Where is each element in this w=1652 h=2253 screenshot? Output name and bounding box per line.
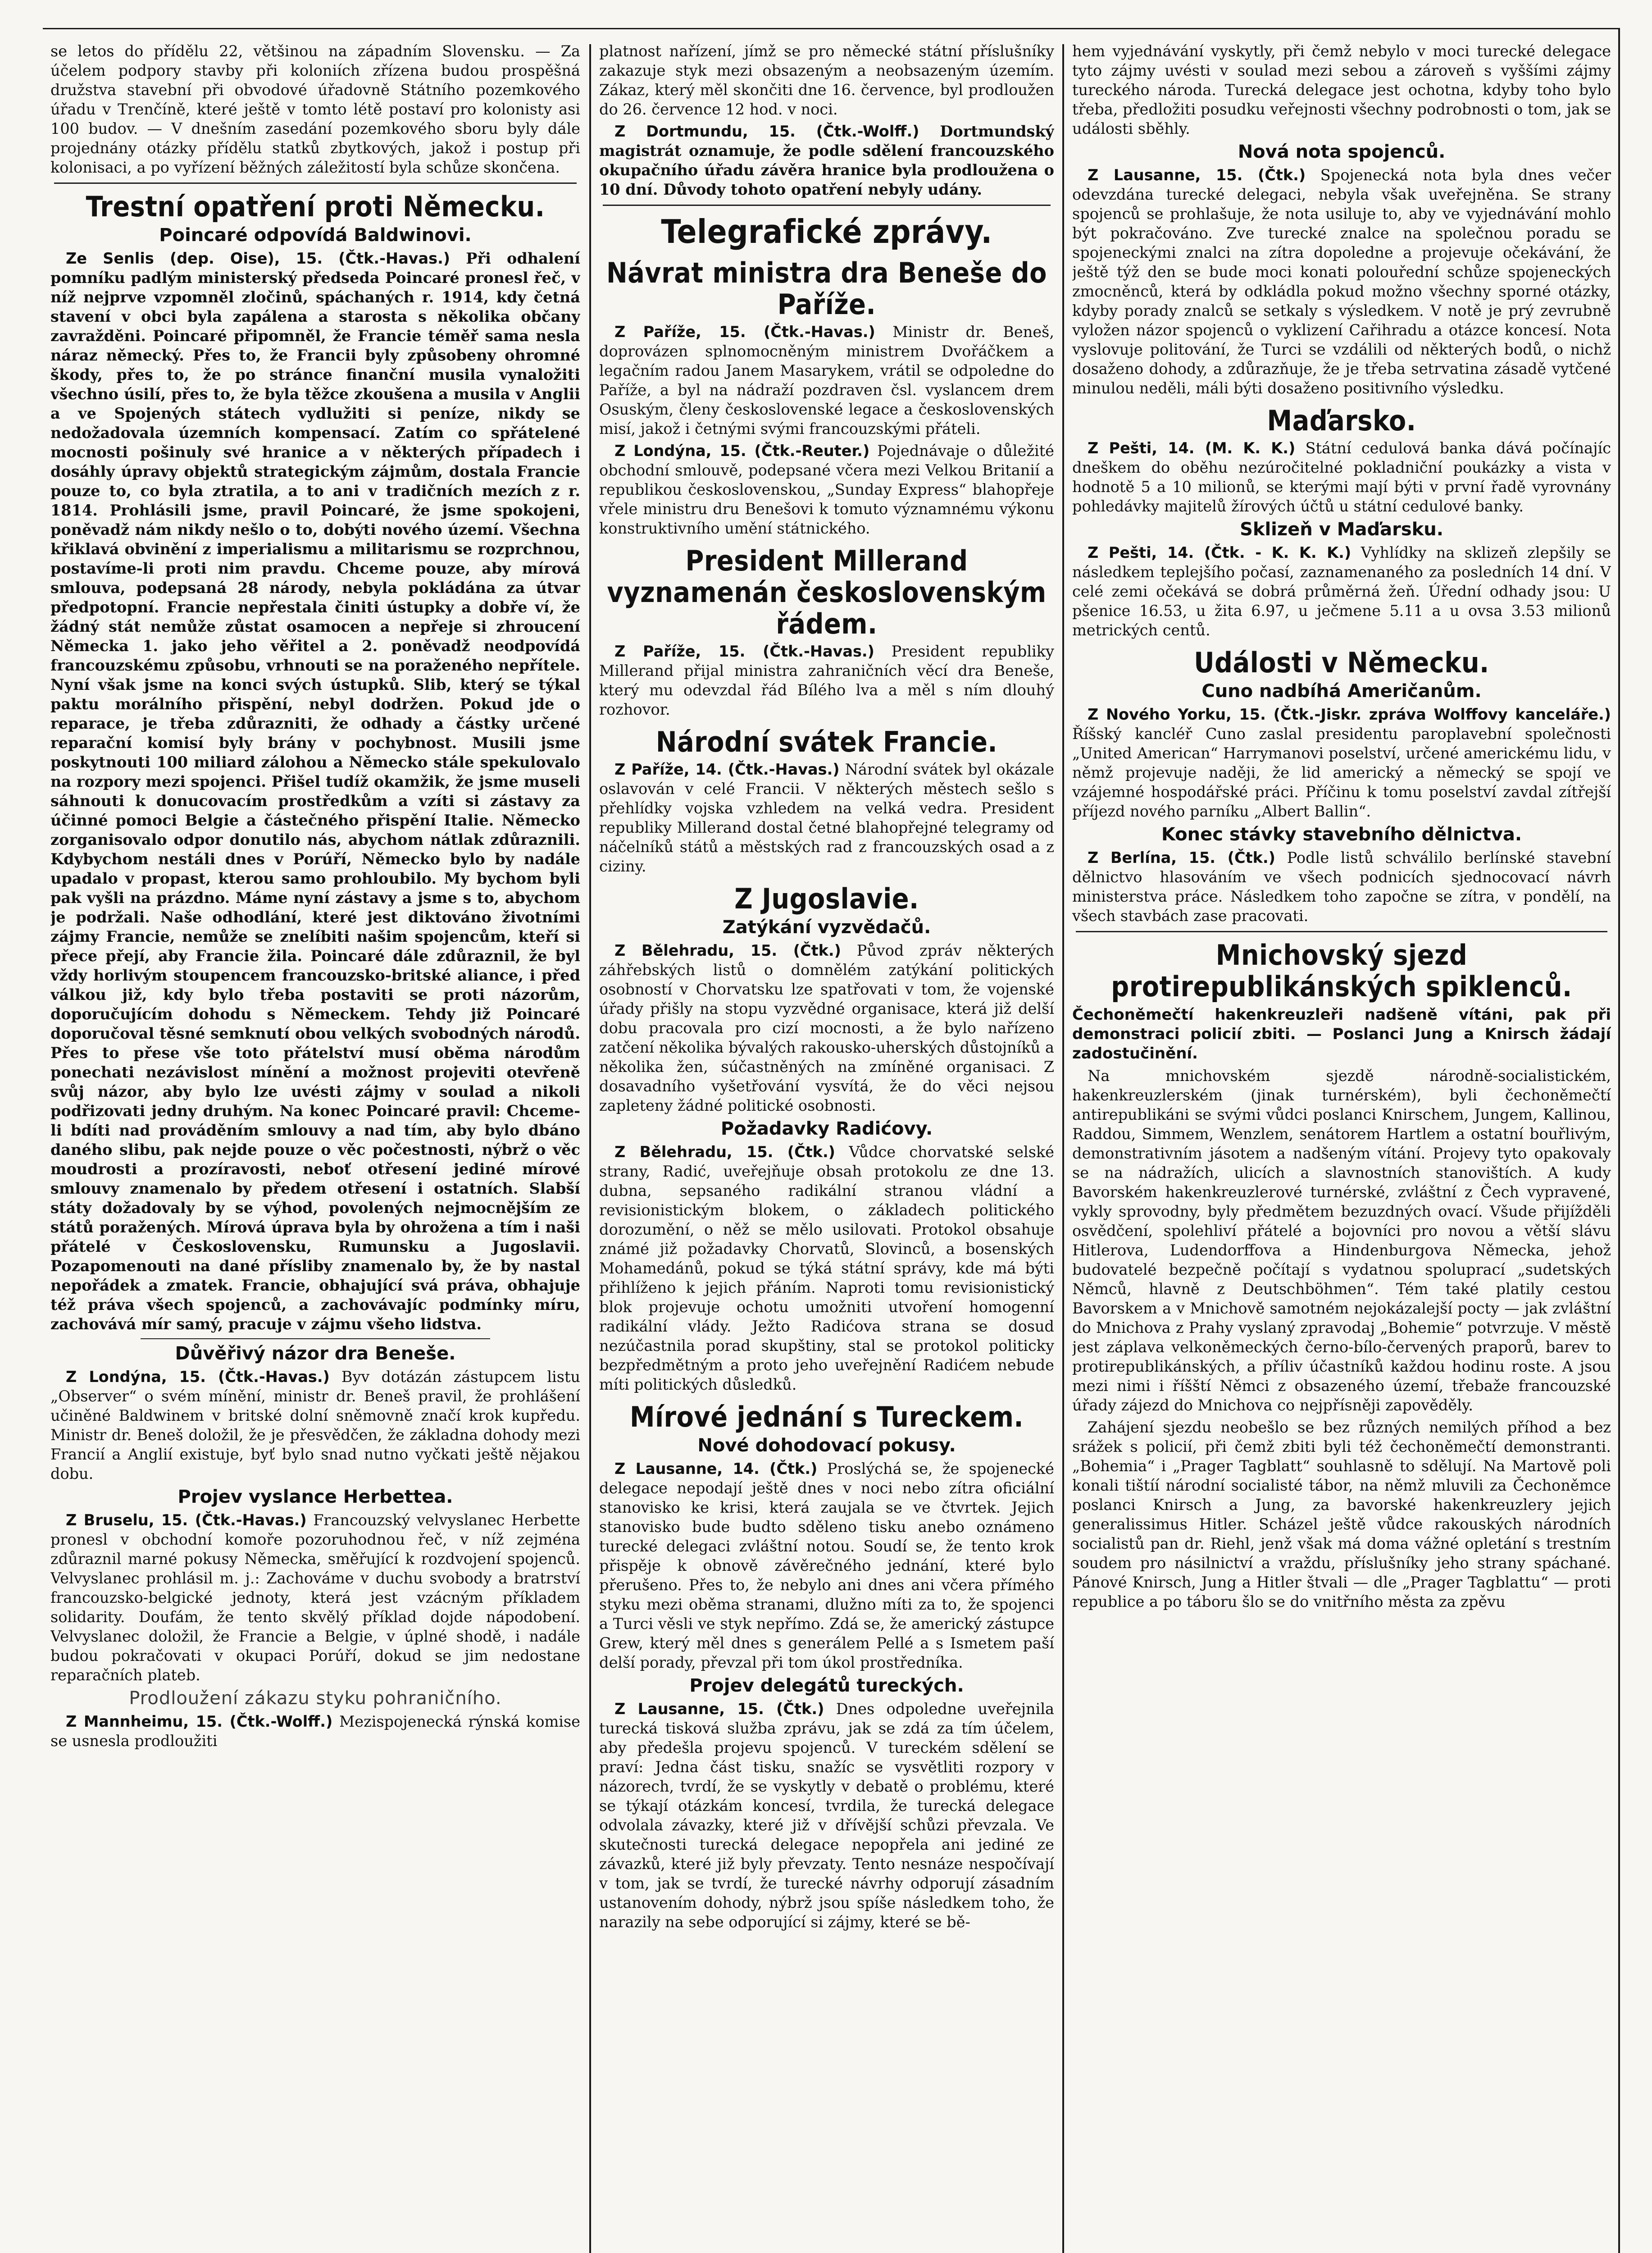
article-body-mnichov-1: Na mnichovském sjezdě národně-socialistickém, hakenkreuzlerském (jinak turnérském), byli čechoněmečtí antirepublikáni se svými vůdci poslanci Knirschem, Jungem, Kallinou, Raddou, Simmem, Wenzlem, senátorem Hartlem a ostatní bouřlivým, demonstrativním jásotem a nadšeným vítání. Projevy tyto opakovaly se na nádražích, ulicích a slavnostních stanovištích. A kudy Bavorském hakenkreuzlerové turnérské, zvláštní z Čech vypravené, vykly sprovodny, byly předmětem bezuzdných ovací. Všude přijížděli osvědčení, spolehliví přátelé a bojovníci pro novou a větší slávu Hitlerova, Ludendorffova a Hindenburgova Německa, jehož budovatelé bezpečně počítají s vydatnou spoluprací „sudetských Němců, hlavně z Deutschböhmen“. Tém také platily cestou Bavorskem a v Mnichově samotném nejokázalejší pocty — jak zvláštní do Mnichova z Prahy vyslaný zpravodaj „Bohemie“ potvrzuje. V městě jest záplava velkoněmeckých černo-bílo-červených praporů, barev to protirepublikánských, a příliv účastníků každou hodinu roste. A jsou mezi nimi i říšští Němci z obsazeného území, třebaže francouzské úřady zájezd do Mnichova co nejpřísněji zapověděly. [1072, 1067, 1611, 1414]
dateline: Z Paříže, 15. (Čtk.-Havas.) [614, 643, 874, 660]
column-1 [50, 41, 580, 2253]
article-title-svatek: Národní svátek Francie. [655, 725, 998, 758]
article-body-trestni [50, 249, 580, 1334]
article-body-navrat-2 [599, 441, 1054, 538]
dateline: Z Lausanne, 14. (Čtk.) [614, 1460, 818, 1478]
article-body-dortmund [599, 122, 1054, 199]
article-title-udalosti: Události v Německu. [1194, 646, 1489, 679]
paragraph: Národní svátek byl okázale oslavován v celé Francii. V některých městech sešlo s přehlídky vojska vzhledem na velká vedra. President republiky Millerand dostal četné blahopřejné telegramy od náčelníků států a městských rad z francouzských osad a z ciziny. [599, 761, 1054, 875]
article-subtitle-zatykani: Zatýkání vyzvědačů. [722, 917, 931, 938]
paragraph: Ministr dr. Beneš, doprovázen splnomocněným ministrem Dvořáčkem a legačním radou Janem Masarykem, vrátil se odpoledne do Paříže, a byl na nádraží pozdraven čsl. vyslancem drem Osuským, členy československé legace a československých misí, jakož i četnými svými francouzskými přáteli. [599, 323, 1054, 438]
dateline: Z Nového Yorku, 15. (Čtk.-Jiskr. zpráva Wolffovy kanceláře.) [1088, 706, 1611, 723]
paragraph: Původ zpráv některých záhřebských listů o domnělém zatýkání politických osobností v Chorvatsku lze spatřovati v tom, že vojenské úřady přišly na stopu vyzvědné organisace, která již delší dobu pracovala pro cizí mocnosti, a že bylo nařízeno zatčení několika bývalých rakousko-uherských důstojníků a několika žen, súčastněných na zmíněné organisaci. Z dosavadního vyšetřování vysvítá, že do věci nejsou zapleteny žádné politické osobnosti. [599, 942, 1054, 1114]
article-title-millerand: President Millerand vyznamenán československým řádem. [607, 544, 1047, 640]
article-subtitle-radic: Požadavky Radićovy. [720, 1118, 933, 1139]
article-body-radic [599, 1142, 1054, 1394]
article-body-mnichov-2: Zahájení sjezdu neobešlo se bez různých nemilých příhod a bez srážek s policií, při čemž zbiti byli též čechoněmečtí demonstranti. „Bohemia“ i „Prager Tagblatt“ souhlasně to sdělují. Na Martově poli konali tištíí národní socialisté tábor, na němž mluvili za Čechoněmce poslanci Knirsch a Jung, za bavorské hakenkreuzlery jejich generalissimus Hitler. Scházel ještě vůdce rakouských národních socialistů pan dr. Riehl, jenž však má doma vážné opletání s trestním soudem pro násilnictví a vraždu, příslušníky jeho strany spáchané. Pánové Knirsch, Jung a Hitler štvali — dle „Prager Tagblattu“ — proti republice a po táboru šlo se do vnitřního města za zpěvu [1072, 1418, 1611, 1610]
article-body-pokusy [599, 1459, 1054, 1672]
paragraph: Říšský kancléř Cuno zaslal presidentu paroplavební společnosti „United American“ Harrymanovi poselství, určené americkému lidu, v němž projevuje naději, že lid americký a německý se spojí ve vzájemné hospodářské práci. Příčinu k tomu poselství zavdal zítřejší příjezd nového parníku „Albert Ballin“. [1072, 725, 1611, 820]
article-title-styk: Prodloužení zákazu styku pohraničního. [129, 1688, 502, 1709]
dateline: Z Pešti, 14. (Čtk. - K. K. K.) [1088, 544, 1352, 561]
article-body-projev [599, 1699, 1054, 1932]
paragraph: Dortmundský magistrát oznamuje, že podle sdělení francouzského okupačního úřadu závěra hranice byla prodloužena o 10 dní. Důvody tohoto opatření nebyly udány. [599, 123, 1054, 198]
article-body-sklizen [1072, 543, 1611, 640]
paragraph: Dnes odpoledne uveřejnila turecká tisková služba zprávu, jak se zdá za tím účelem, aby předešla projevu spojenců. V tureckém sdělení se praví: Jedna část tisku, snažíc se vysvětliti rozpory v názorech, tvrdí, že se vyskytly v debatě o problému, které se týkají otázkám koncesí, tvrdila, že turecká delegace odvolala závazky, které již v dřívější schůzi převzala. Ve skutečnosti turecká delegace nepopřela ani jediné ze závazků, které již byly převzaty. Tento nesnáze nespočívají v tom, jak se tvrdí, že turecké návrhy odporují zásadním ustanovením dohody, nýbrž jsou spíše následkem toho, že narazily na sebe odporující si zájmy, které se bě- [599, 1700, 1054, 1931]
dateline: Z Lausanne, 15. (Čtk.) [1088, 166, 1306, 184]
separator [1076, 931, 1607, 932]
paragraph: Vyhlídky na sklizeň zlepšily se následkem teplejšího počasí, zaznamenaného za posledních 14 dní. V celé zemi očekává se dobrá průměrná žeň. Úřední odhady jsou: U pšenice 16.53, u žita 6.97, u ječmene 5.11 a u ovsa 3.53 milionů metrických centů. [1072, 544, 1611, 639]
paragraph: Vůdce chorvatské selské strany, Radić, uveřejňuje obsah protokolu ze dne 13. dubna, sepsaného radikální stranou vládní a revisionistickým blokem, o základech politického dorozumění, o něž se mělo usilovati. Protokol obsahuje známé již požadavky Chorvatů, Slovinců, a bosenských Mohamedánů, pokud se týká státní správy, kde má býti přihlíženo k jejich přáním. Naproti tomu revisionistický blok projevuje ochotu umožniti utvoření homogenní radikální vlády. Ježto Radićova strana se dosud nezúčastnila porad skupštiny, stal se protokol politicky bezpředmětným a proto jeho uveřejnění Radićem nebude míti politických důsledků. [599, 1143, 1054, 1393]
article-body-cuno [1072, 705, 1611, 821]
separator [603, 205, 1051, 206]
article-body-millerand [599, 642, 1054, 719]
article-body-svatek [599, 760, 1054, 876]
article-subtitle-projev: Projev delegátů tureckých. [689, 1675, 964, 1696]
article-title-nota: Nová nota spojenců. [1238, 141, 1446, 162]
separator [141, 1338, 490, 1339]
page-top-rule [43, 28, 1618, 29]
article-title-benes-nazor: Důvěřivý názor dra Beneše. [175, 1343, 456, 1364]
article-lead-mnichov: Čechoněmečtí hakenkreuzleři nadšeně vítáni, pak při demonstraci policií zbiti. — Poslanci Jung a Knirsch žádají zadostučinění. [1072, 1006, 1611, 1063]
paragraph: Státní cedulová banka dává počínajíc dneškem do oběhu nezúročitelné pokladniční poukázky a vista v hodnotě 5 a 10 milionů, se kterými mají býti v první řadě vyrovnány pohledávky majitelů žírových účtů u státní cedulové banky. [1072, 439, 1611, 515]
article-title-jugoslavie: Z Jugoslavie. [734, 882, 919, 915]
column-rule-2 [1062, 44, 1064, 2253]
article-body-herbette [50, 1510, 580, 1685]
article-body-madarsko [1072, 438, 1611, 516]
dateline: Z Berlína, 15. (Čtk.) [1088, 849, 1275, 867]
dateline: Z Bělehradu, 15. (Čtk.) [614, 942, 841, 959]
section-title-telegraficke: Telegrafické zprávy. [661, 213, 992, 251]
dateline: Z Dortmundu, 15. (Čtk.-Wolff.) [614, 123, 919, 140]
article-title-madarsko: Maďarsko. [1267, 404, 1416, 437]
article-title-mirove: Mírové jednání s Tureckem. [629, 1400, 1024, 1433]
dateline: Z Mannheimu, 15. (Čtk.-Wolff.) [66, 1713, 333, 1730]
column-rule-1 [589, 44, 591, 2253]
article-body-benes-nazor [50, 1367, 580, 1483]
paragraph: Pojednávaje o důležité obchodní smlouvě, podepsané včera mezi Velkou Britanií a republikou československou, „Sunday Express“ blahopřeje vřele ministru dru Benešovi k tomuto významnému výkonu konstruktivního umění státnického. [599, 442, 1054, 537]
article-title-mnichov: Mnichovský sjezd protirepublikánských spiklenců. [1111, 939, 1572, 1003]
separator [54, 182, 577, 184]
article-subtitle-sklizen: Sklizeň v Maďarsku. [1240, 519, 1443, 540]
paragraph: President republiky Millerand přijal ministra zahraničních věcí dra Beneše, který mu odevzdal řád Bílého lva a měl s ním dlouhý rozhovor. [599, 643, 1054, 718]
dateline: Z Pešti, 14. (M. K. K.) [1088, 439, 1296, 457]
paragraph: Podle listů schválilo berlínské stavební dělnictvo hlasováním ve všech podnicích sjednocovací návrh ministerstva práce. Následkem toho započne se zítra, v pondělí, na všech stavbách zase pracovati. [1072, 849, 1611, 925]
col1-intro: se letos do přídělu 22, většinou na západním Slovensku. — Za účelem podpory stavby při koloniích zřízena budou prospěšná družstva stavební při obvodové úřadovně Státního pozemkového úřadu v Trenčíně, které ještě v tomto létě postaví pro kolonisty asi 100 budov. — V dnešním zasedání pozemkového sboru byly dále projednány otázky přídělu statků zbytkových, jakož i postup při kolonisaci, a po vyřízení běžných záležitostí byla schůze skončena. [50, 42, 580, 176]
article-title-trestni: Trestní opatření proti Německu. [86, 190, 545, 223]
dateline: Z Bruselu, 15. (Čtk.-Havas.) [66, 1511, 307, 1529]
dateline: Z Bělehradu, 15. (Čtk.) [614, 1143, 835, 1161]
dateline: Z Londýna, 15. (Čtk.-Reuter.) [614, 442, 870, 460]
dateline: Z Lausanne, 15. (Čtk.) [614, 1700, 824, 1718]
paragraph: Byv dotázán zástupcem listu „Observer“ o svém mínění, ministr dr. Beneš pravil, že prohlášení učiněné Baldwinem v britské dolní sněmovně značí krok kupředu. Ministr dr. Beneš doložil, že je přesvědčen, že základna dohody mezi Francií a Anglií existuje, byť bylo snad nutno vyčkati ještě nějakou dobu. [50, 1368, 580, 1482]
article-title-herbette: Projev vyslance Herbettea. [177, 1487, 453, 1507]
dateline: Ze Senlis (dep. Oise), 15. (Čtk.-Havas.) [66, 250, 451, 267]
dateline: Z Paříže, 15. (Čtk.-Havas.) [614, 323, 875, 341]
column-3 [1072, 41, 1611, 2253]
paragraph: Francouzský velvyslanec Herbette pronesl v obchodní komoře pozoruhodnou řeč, v níž zejména zdůraznil marné pokusy Německa, směřující k rozdvojení spojenců. Velvyslanec prohlásil m. j.: Zachováme v duchu svobody a bratrství francouzsko-belgické jednoty, která jest vzácným příkladem solidarity. Doufám, že tento skvělý příklad dojde nápodobení. Velvyslanec doložil, že Francie a Belgie, v úplné shodě, i nadále budou pokračovati v okupaci Porúří, dokud se jim nedostane reparačních plateb. [50, 1511, 580, 1684]
paragraph: Proslýchá se, že spojenecké delegace nepodají ještě dnes v noci nebo zítra oficiální stanovisko ke krisi, která zaujala se ve čtvrtek. Jejich stanovisko bude budto sděleno tisku anebo oznámeno turecké delegaci zvláštní notou. Soudí se, že tento krok přispěje k obnově závěrečného jednání, které bylo přerušeno. Přes to, že nebylo ani dnes ani včera přímého styku mezi oběma stranami, dlužno míti za to, že spojenci a Turci věsli ve styk nepřímo. Zdá se, že americký zástupce Grew, který měl dnes s generálem Pellé a s Ismetem paší delší porady, převzal při tom úkol prostředníka. [599, 1460, 1054, 1671]
paragraph: Spojenecká nota byla dnes večer odevzdána turecké delegaci, nebyla však uveřejněna. Se strany spojenců se prohlašuje, že nota usiluje to, aby ve vyjednávání mohlo být pokračováno. Zve turecké znalce na společnou poradu se spojeneckými znalci na zítra dopoledne a projevuje očekávání, že ještě týž den se bude moci konati polouřední schůze spojeneckých zmocněnců, která by odkládla pokud možno všechny sporné otázky, kdyby porady znalců se setkaly s výsledkem. V notě je prý zevrubně vyložen názor spojenců o vyklizení Cařihradu a otázce koncesí. Nota vyslovuje politování, že Turci se vzdálili od některých bodů, o nichž dosaženo dohody, a zdůrazňuje, že je třeba setrvatina zásadě vytčené minulou neděli, máli býti dosaženo positivního výsledku. [1072, 166, 1611, 397]
article-subtitle-pokusy: Nové dohodovací pokusy. [697, 1435, 956, 1456]
column-2 [599, 41, 1054, 2253]
paragraph: Při odhalení pomníku padlým ministerský předseda Poincaré pronesl řeč, v níž nejprve vzpomněl zločinů, spáchaných r. 1914, kdy četná stavení v obci byla zapálena a starosta s několika občany zavražděni. Poincaré připomněl, že Francie téměř sama nesla náraz německý. Přes to, že Francii byly způsobeny ohromné škody, přes to, že po stránce finanční musila vynaložiti všechno úsilí, přes to, že byla těžce zkoušena a musila v Anglii a ve Spojených státech vydlužiti si peníze, nikdy se nedožadovala územních kompensací. Zatím co spřátelené mocnosti pošinuly své hranice a v některých případech i dosáhly úpravy objektů strategickým zájmům, dostala Francie pouze to, co byla ztratila, a to ani v tradičních mezích z r. 1814. Prohlásili jsme, pravil Poincaré, že jsme spokojeni, poněvadž nám nikdy nešlo o to, dobýti nového území. Všechna křiklavá obvinění z imperialismu a militarismu se rozprchnou, postavíme-li proti nim pravdu. Chceme pouze, aby mírová smlouva, podepsaná 28 národy, nebyla pokládána za útvar předpotopní. Francie nepřestala činiti ústupky a dobře ví, že žádný stát nemůže zůstat osamocen a nepřeje si zhroucení Německa 1. jako jeho věřitel a 2. poněvadž neodpovídá francouzskému způsobu, vrhnouti se na poraženého nepřítele. Nyní však jsme na konci svých ústupků. Slib, který se týkal paktu morálního přispění, nebyl dodržen. Pokud jde o reparace, je třeba zdůrazniti, že odhady a částky určené reparační komisí byly brány v pochybnost. Musili jsme poskytnouti 100 miliard zálohou a Německo stále spekulovalo na rozpory mezi spojenci. Přišel tudíž okamžik, že jsme museli sáhnouti k donucovacím prostředkům a vzíti si zástavy za účinné pomoci Belgie a částečného přispění Italie. Německo zorganisovalo odpor donutilo nás, abychom nátlak zdůraznili. Kdybychom nestáli dnes v Porúří, Německo bylo by nadále upadalo v propast, kterou samo prohloubilo. My bychom byli pak vyšli na prázdno. Máme nyní zástavy a jsme s to, abychom je podržali. Naše odhodlání, které jest diktováno životními zájmy Francie, nemůže se znelíbiti našim spojencům, kteří si přece přejí, aby Francie žila. Poincaré dále zdůraznil, že byl vždy horlivým stoupencem francouzsko-britské aliance, i před válkou již, kdy bylo třeba postaviti se proti názorům, doporučujícím dohodu s Německem. Tehdy již Poincaré doporučoval těsné semknutí obou velkých svobodných národů. Přes to přese vše toto přátelství musí oběma národům ponechati nezávislost mínění a možnost projeviti otevřeně svůj názor, aby bylo lze uvésti zájmy v soulad a nikoli podřizovati jedny druhým. Na konec Poincaré pravil: Chceme-li bdíti nad prováděním smlouvy a nad tím, aby bylo dbáno daného slibu, pak nejde pouze o věc počestnosti, nýbrž o věc moudrosti a prozíravosti, neboť otřesení jediné mírové smlouvy znamenalo by předem otřesení i ostatních. Slabší státy dožadovaly by se výhod, povolených nejmocnějším ze států poražených. Mírová úprava byla by ohrožena a tím i naši přátelé v Československu, Rumunsku a Jugoslavii. Pozapomenouti na dané přísliby znamenalo by, že by nastal nepořádek a zmatek. Francie, obhajující svá práva, obhajuje též práva všech spojenců, a zachovávajíc podmínky míru, zachovává mír samý, pracuje v zájmu všeho lidstva. [50, 250, 580, 1333]
article-body-navrat [599, 322, 1054, 438]
dateline: Z Londýna, 15. (Čtk.-Havas.) [66, 1368, 330, 1386]
page-right-border [1618, 28, 1620, 2253]
article-subtitle-poincare: Poincaré odpovídá Baldwinovi. [159, 225, 472, 246]
article-subtitle-cuno: Cuno nadbíhá Američanům. [1201, 681, 1482, 702]
article-body-styk [50, 1712, 580, 1751]
article-body-stavka [1072, 848, 1611, 926]
article-body-nota [1072, 165, 1611, 398]
col3-intro: hem vyjednávání vyskytly, při čemž nebylo v moci turecké delegace tyto zájmy uvésti v soulad mezi sebou a zároveň s vyššími zájmy tureckého národa. Turecká delegace jest ochotna, kdyby toho bylo třeba, předložiti posudku veřejnosti všechny podrobnosti o tom, jak se události sběhly. [1072, 42, 1611, 137]
paragraph: Mezispojenecká rýnská komise se usnesla prodloužiti [50, 1713, 580, 1750]
col2-intro: platnost nařízení, jímž se pro německé státní příslušníky zakazuje styk mezi obsazeným a neobsazeným územím. Zákaz, který měl skončiti dne 16. července, byl prodloužen do 26. července 12 hod. v noci. [599, 42, 1054, 118]
article-title-navrat: Návrat ministra dra Beneše do Paříže. [606, 256, 1047, 321]
article-subtitle-stavka: Konec stávky stavebního dělnictva. [1161, 824, 1522, 845]
dateline: Z Paříže, 14. (Čtk.-Havas.) [614, 761, 840, 778]
article-body-zatykani [599, 941, 1054, 1115]
